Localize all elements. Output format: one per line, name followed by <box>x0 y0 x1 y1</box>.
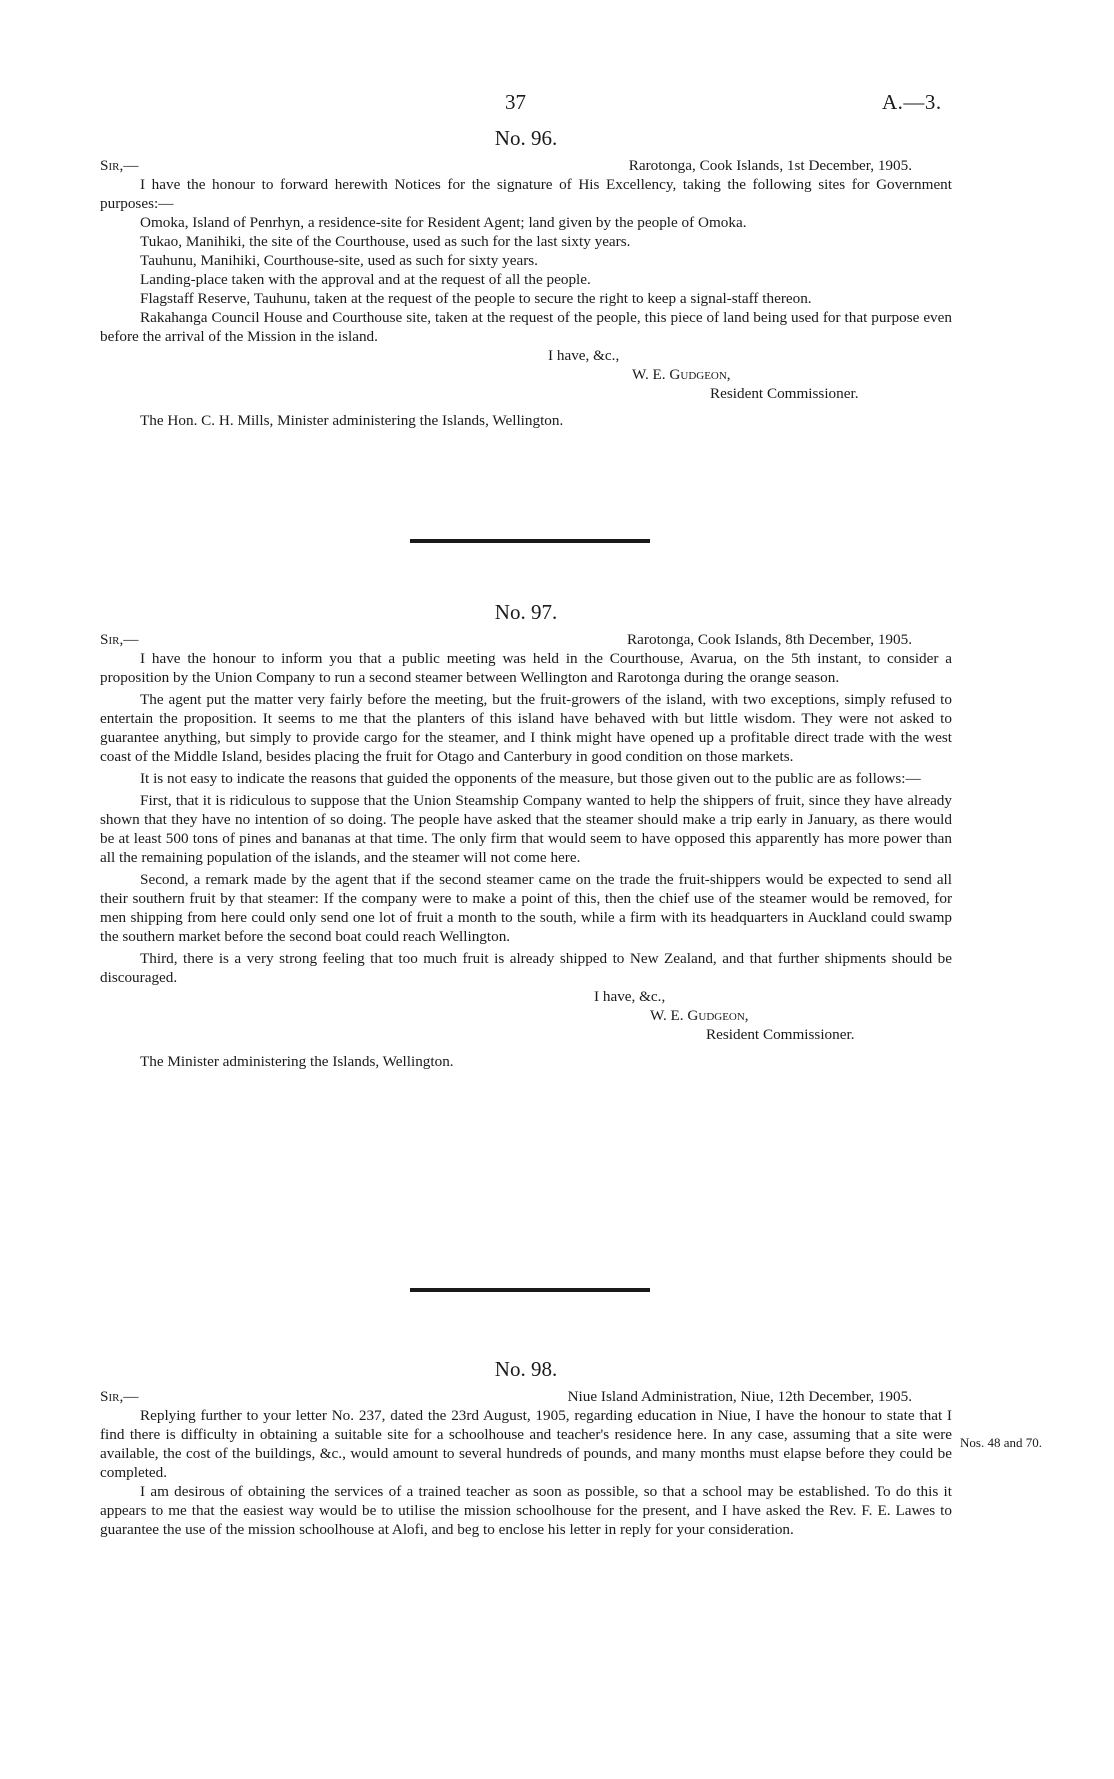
paragraph: I have the honour to inform you that a public meeting was held in the Courthouse, Avarua, on the 5th instant, to consider a proposition by the Union Company to run a second steamer between Wellington and Rarotonga during the orange season. <box>100 650 952 686</box>
signatory: W. E. Gudgeon, <box>632 366 731 383</box>
place-date: Rarotonga, Cook Islands, 8th December, 1905. <box>627 631 912 648</box>
letter-97 <box>100 600 952 1071</box>
paragraph: Replying further to your letter No. 237, dated the 23rd August, 1905, regarding education in Niue, I have the honour to state that I find there is difficulty in obtaining a suitable site for a schoolhouse and teacher's residence here. In any case, assuming that a site were available, the cost of the buildings, &c., would amount to several hundreds of pounds, and many months must elapse before they could be completed. <box>100 1407 952 1481</box>
place-date: Rarotonga, Cook Islands, 1st December, 1905. <box>628 157 912 174</box>
closing: I have, &c., <box>594 988 666 1005</box>
paragraph: I am desirous of obtaining the services of a trained teacher as soon as possible, so that a school may be established. To do this it appears to me that the easiest way would be to utilise the mission schoolhouse for the present, and I have asked the Rev. F. E. Lawes to guarantee the use of the mission schoolhouse at Alofi, and beg to enclose his letter in reply for your consideration. <box>100 1483 952 1538</box>
letter-number: No. 96. <box>494 126 558 150</box>
margin-note: Nos. 48 and 70. <box>960 1435 1042 1450</box>
paragraph: The agent put the matter very fairly before the meeting, but the fruit-growers of the island, with two exceptions, simply refused to entertain the proposition. It seems to me that the planters of this island have behaved with but little wisdom. They were not asked to guarantee anything, but simply to provide cargo for the steamer, and I think might have opened up a profitable direct trade with the west coast of the Middle Island, besides placing the fruit for Otago and Canterbury in good condition on those markets. <box>100 691 952 765</box>
salutation: Sir,— <box>100 631 139 648</box>
closing: I have, &c., <box>548 347 620 364</box>
salutation: Sir,— <box>100 1388 139 1405</box>
page-header <box>0 90 1114 120</box>
paragraph: I have the honour to forward herewith Notices for the signature of His Excellency, taking the following sites for Government purposes:— <box>100 176 952 212</box>
salutation-line <box>100 1387 952 1406</box>
paragraph: Third, there is a very strong feeling that too much fruit is already shipped to New Zealand, and that further shipments should be discouraged. <box>100 950 952 986</box>
paragraph: Second, a remark made by the agent that if the second steamer came on the trade the fruit-shippers would be expected to send all their southern fruit by that steamer: If the company were to make a point of this, then the chief use of the steamer would be removed, for men shipping from here could only send one lot of fruit a month to the south, while a firm with its headquarters in Auckland could swamp the southern market before the second boat could reach Wellington. <box>100 871 952 945</box>
addressee: The Minister administering the Islands, Wellington. <box>140 1053 454 1070</box>
paragraph: Landing-place taken with the approval and at the request of all the people. <box>140 271 591 288</box>
section-divider <box>410 539 650 543</box>
salutation: Sir,— <box>100 157 139 174</box>
place-date: Niue Island Administration, Niue, 12th December, 1905. <box>567 1388 912 1405</box>
closing-block <box>100 987 952 1044</box>
salutation-line <box>100 630 952 649</box>
salutation-line <box>100 156 952 175</box>
signatory: W. E. Gudgeon, <box>650 1007 749 1024</box>
paragraph: Tauhunu, Manihiki, Courthouse-site, used as such for sixty years. <box>140 252 538 269</box>
page-number: 37 <box>505 90 526 114</box>
paragraph: Omoka, Island of Penrhyn, a residence-site for Resident Agent; land given by the people of Omoka. <box>140 214 747 231</box>
letter-96 <box>100 126 952 430</box>
paragraph: Tukao, Manihiki, the site of the Courthouse, used as such for the last sixty years. <box>140 233 631 250</box>
letter-number: No. 97. <box>494 600 558 624</box>
document-reference: A.—3. <box>882 90 942 114</box>
paragraph: Flagstaff Reserve, Tauhunu, taken at the request of the people to secure the right to keep a signal-staff thereon. <box>140 290 812 307</box>
paragraph: It is not easy to indicate the reasons that guided the opponents of the measure, but those given out to the public are as follows:— <box>140 770 921 787</box>
letter-98 <box>100 1357 952 1539</box>
signatory-title: Resident Commissioner. <box>706 1026 855 1043</box>
closing-block <box>100 346 952 403</box>
letter-number: No. 98. <box>494 1357 558 1381</box>
signatory-title: Resident Commissioner. <box>710 385 859 402</box>
paragraph: Rakahanga Council House and Courthouse site, taken at the request of the people, this piece of land being used for that purpose even before the arrival of the Mission in the island. <box>100 309 952 345</box>
paragraph: First, that it is ridiculous to suppose that the Union Steamship Company wanted to help the shippers of fruit, since they have already shown that they have no intention of so doing. The people have asked that the steamer should make a trip early in January, as there would be at least 500 tons of pines and bananas at that time. The only firm that would seem to have opposed this apparently has more power than all the remaining population of the islands, and the steamer will not come here. <box>100 792 952 866</box>
addressee: The Hon. C. H. Mills, Minister administering the Islands, Wellington. <box>140 412 564 429</box>
section-divider <box>410 1288 650 1292</box>
